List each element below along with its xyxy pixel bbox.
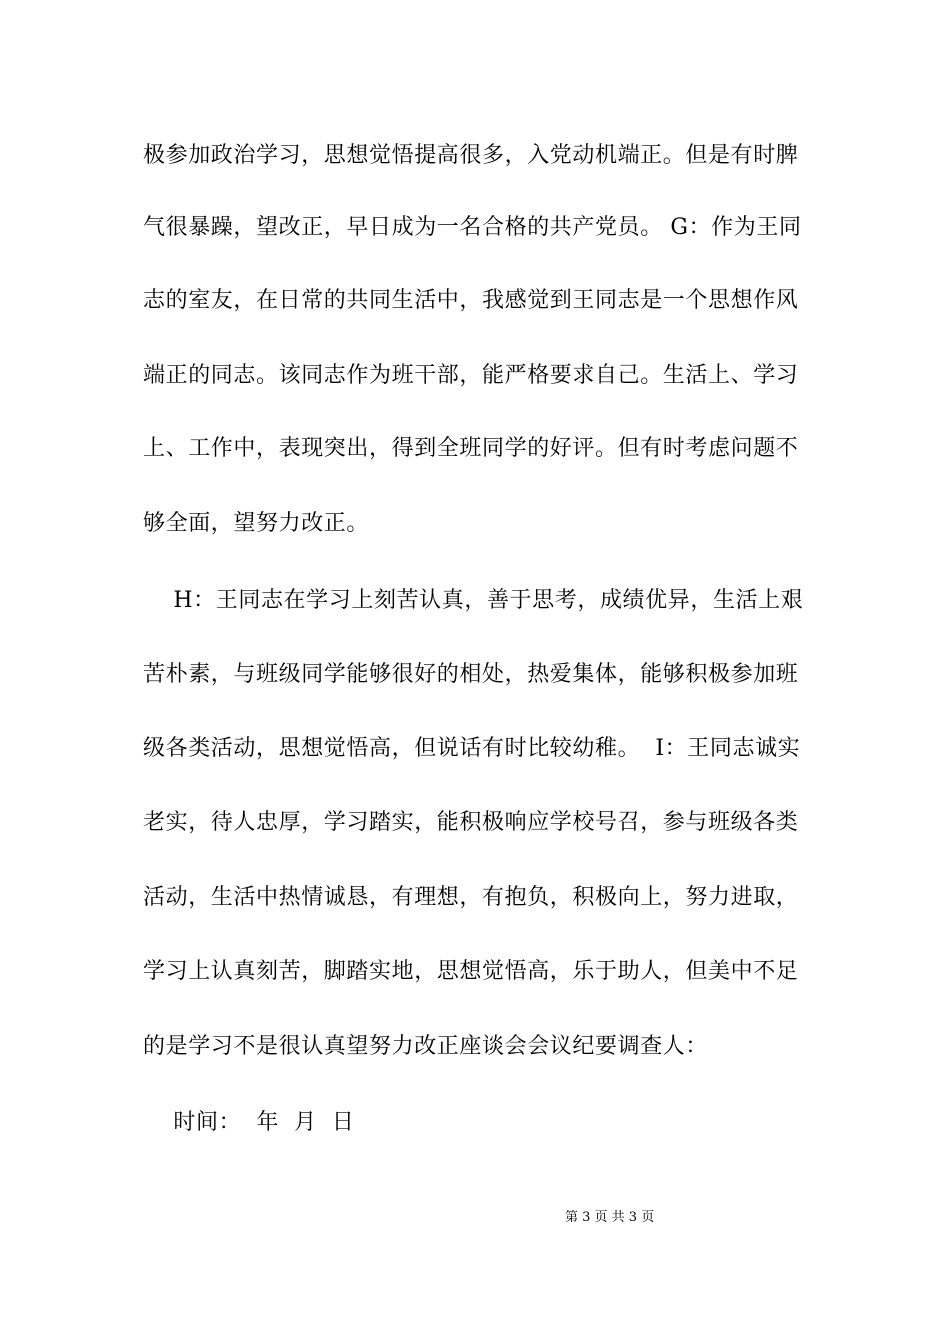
body-text-line: 老实，待人忠厚，学习踏实，能积极响应学校号召，参与班级各类 xyxy=(143,810,799,835)
body-text-line: 极参加政治学习，思想觉悟提高很多，入党动机端正。但是有时脾 xyxy=(143,143,799,168)
date-line: 时间： 年 月 日 xyxy=(143,1110,355,1135)
body-text-line: 活动，生活中热情诚恳，有理想，有抱负，积极向上，努力进取， xyxy=(143,885,799,910)
page-number: 第 3 页 共 3 页 xyxy=(565,1210,655,1225)
body-text-line: 的是学习不是很认真望努力改正座谈会会议纪要调查人： xyxy=(143,1034,709,1059)
body-text-line: 上、工作中，表现突出，得到全班同学的好评。但有时考虑问题不 xyxy=(143,436,799,461)
body-text-line: 学习上认真刻苦，脚踏实地，思想觉悟高，乐于助人，但美中不足 xyxy=(143,959,799,984)
body-text-line: H：王同志在学习上刻苦认真，善于思考，成绩优异，生活上艰 xyxy=(143,588,804,613)
body-text-line: 够全面，望努力改正。 xyxy=(143,511,370,536)
body-text-line: 志的室友，在日常的共同生活中，我感觉到王同志是一个思想作风 xyxy=(143,288,799,313)
body-text-line: 苦朴素，与班级同学能够很好的相处，热爱集体，能够积极参加班 xyxy=(143,662,799,687)
body-text-line: 级各类活动，思想觉悟高，但说话有时比较幼稚。 I：王同志诚实 xyxy=(143,736,801,761)
body-text-line: 气很暴躁，望改正，早日成为一名合格的共产党员。 G：作为王同 xyxy=(143,215,802,240)
body-text-line: 端正的同志。该同志作为班干部，能严格要求自己。生活上、学习 xyxy=(143,363,799,388)
